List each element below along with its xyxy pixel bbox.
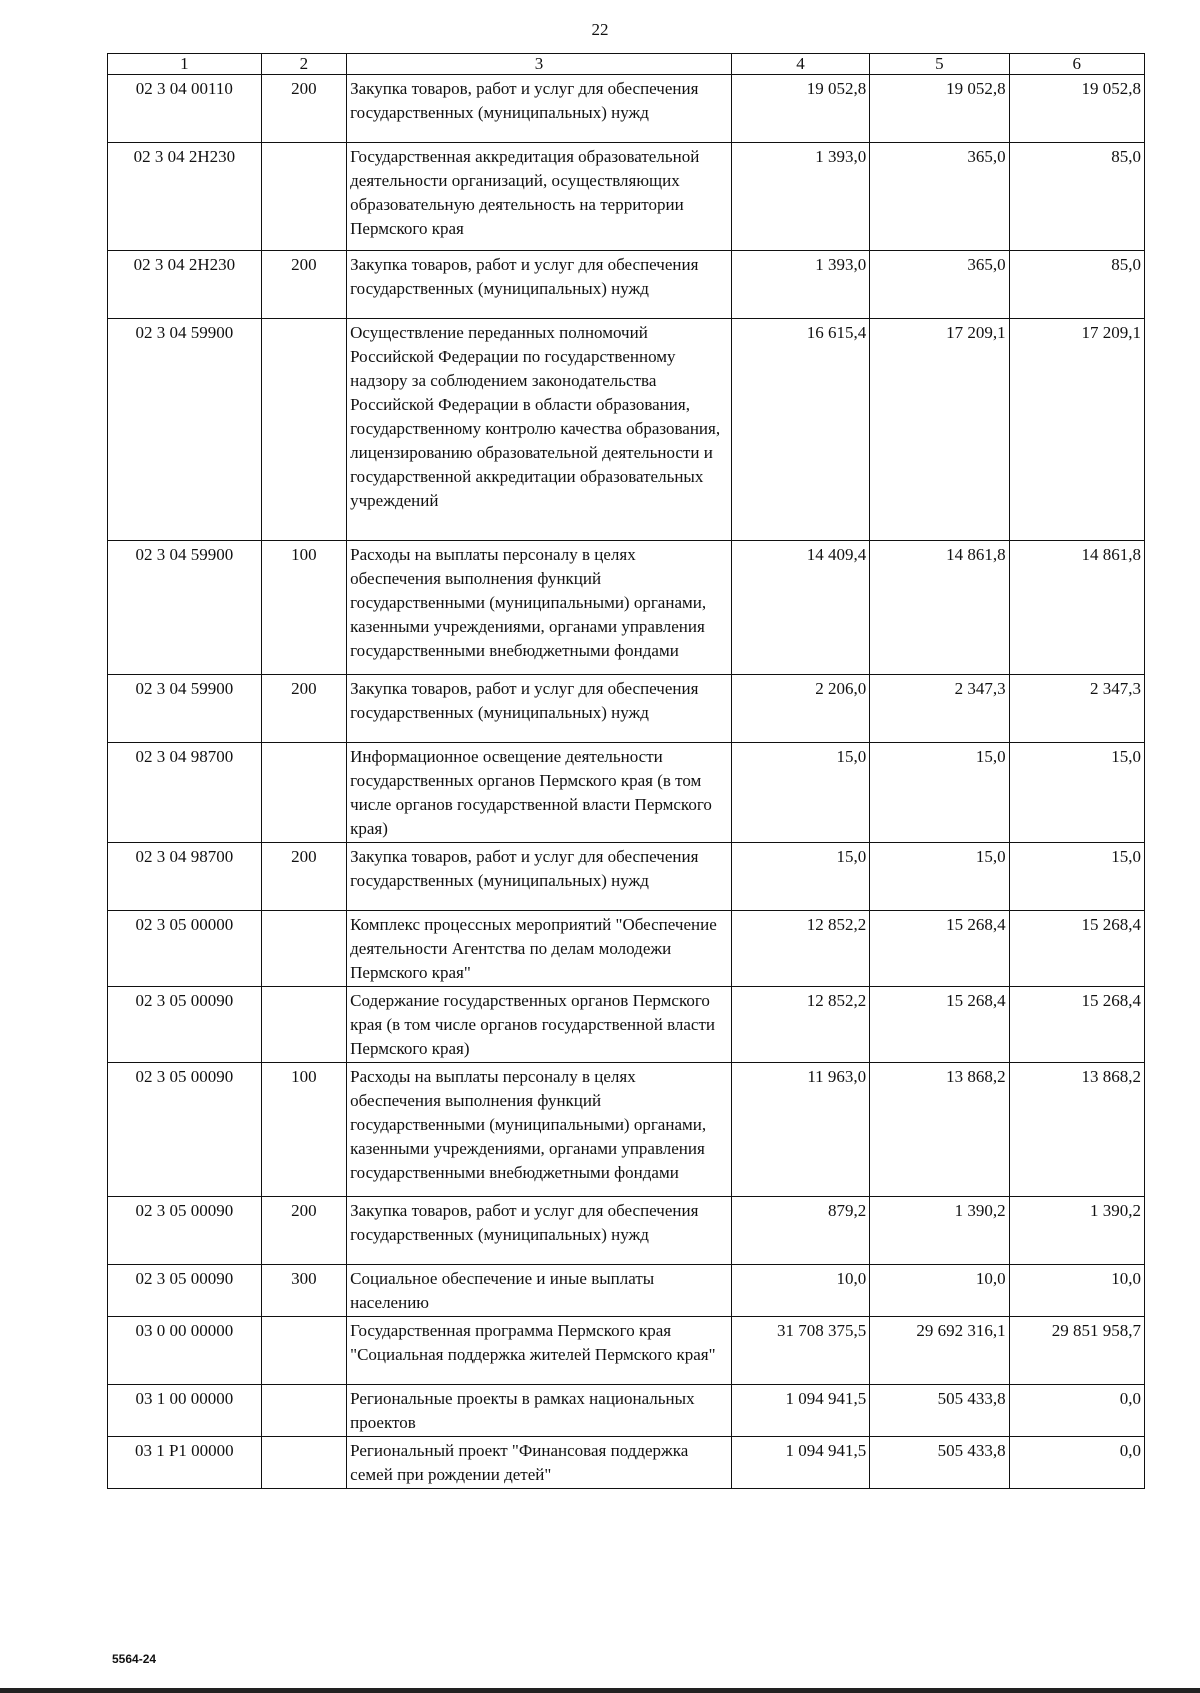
row-value-col6: 13 868,2 [1009, 1063, 1144, 1197]
row-value-col4: 2 206,0 [731, 675, 869, 743]
row-code: 03 1 Р1 00000 [108, 1437, 262, 1489]
row-name: Государственная программа Пермского края "Социальная поддержка жителей Пермского края" [347, 1317, 732, 1385]
row-type: 200 [261, 75, 346, 143]
row-name: Осуществление переданных полномочий Российской Федерации по государственному надзору за соблюдением законодательства Российской Федерации в области образования, государственному контролю качества образования, лицензированию образовательной деятельности и государственной аккредитации образовательных учреждений [347, 319, 732, 541]
row-type [261, 743, 346, 843]
row-value-col4: 11 963,0 [731, 1063, 869, 1197]
row-code: 02 3 04 59900 [108, 675, 262, 743]
row-value-col6: 19 052,8 [1009, 75, 1144, 143]
row-value-col5: 505 433,8 [870, 1385, 1009, 1437]
page-number: 22 [591, 20, 609, 39]
row-value-col4: 879,2 [731, 1197, 869, 1265]
row-value-col5: 365,0 [870, 143, 1009, 251]
row-value-col5: 14 861,8 [870, 541, 1009, 675]
row-type [261, 911, 346, 987]
table-row [108, 1437, 1145, 1489]
row-value-col5: 1 390,2 [870, 1197, 1009, 1265]
row-type [261, 1317, 346, 1385]
row-value-col5: 15,0 [870, 843, 1009, 911]
table-body [108, 75, 1145, 1489]
column-header: 5 [870, 54, 1009, 75]
column-header: 2 [261, 54, 346, 75]
row-value-col4: 1 393,0 [731, 143, 869, 251]
row-name: Содержание государственных органов Пермского края (в том числе органов государственной власти Пермского края) [347, 987, 732, 1063]
row-value-col5: 19 052,8 [870, 75, 1009, 143]
row-value-col6: 17 209,1 [1009, 319, 1144, 541]
row-value-col6: 85,0 [1009, 251, 1144, 319]
row-value-col6: 14 861,8 [1009, 541, 1144, 675]
footer-code: 5564-24 [112, 1652, 157, 1666]
row-name: Закупка товаров, работ и услуг для обеспечения государственных (муниципальных) нужд [347, 75, 732, 143]
row-value-col5: 15 268,4 [870, 911, 1009, 987]
table-row [108, 987, 1145, 1063]
row-type: 200 [261, 843, 346, 911]
row-code: 02 3 05 00000 [108, 911, 262, 987]
table-row [108, 1385, 1145, 1437]
column-header: 3 [347, 54, 732, 75]
header-row [108, 54, 1145, 75]
row-value-col4: 15,0 [731, 743, 869, 843]
row-value-col5: 13 868,2 [870, 1063, 1009, 1197]
row-name: Закупка товаров, работ и услуг для обеспечения государственных (муниципальных) нужд [347, 1197, 732, 1265]
row-value-col4: 19 052,8 [731, 75, 869, 143]
row-value-col5: 10,0 [870, 1265, 1009, 1317]
row-type [261, 319, 346, 541]
row-value-col5: 15,0 [870, 743, 1009, 843]
row-type: 100 [261, 541, 346, 675]
row-code: 02 3 05 00090 [108, 1265, 262, 1317]
row-name: Расходы на выплаты персоналу в целях обеспечения выполнения функций государственными (муниципальными) органами, казенными учреждениями, органами управления государственными внебюджетными фондами [347, 541, 732, 675]
row-code: 02 3 05 00090 [108, 1197, 262, 1265]
row-value-col6: 1 390,2 [1009, 1197, 1144, 1265]
row-value-col6: 15 268,4 [1009, 987, 1144, 1063]
row-value-col4: 14 409,4 [731, 541, 869, 675]
row-value-col6: 29 851 958,7 [1009, 1317, 1144, 1385]
row-value-col6: 0,0 [1009, 1437, 1144, 1489]
table-row [108, 541, 1145, 675]
row-code: 02 3 04 59900 [108, 541, 262, 675]
row-value-col5: 505 433,8 [870, 1437, 1009, 1489]
row-type: 100 [261, 1063, 346, 1197]
row-name: Региональный проект "Финансовая поддержка семей при рождении детей" [347, 1437, 732, 1489]
row-value-col4: 15,0 [731, 843, 869, 911]
row-value-col4: 16 615,4 [731, 319, 869, 541]
row-value-col4: 12 852,2 [731, 987, 869, 1063]
row-value-col4: 1 393,0 [731, 251, 869, 319]
row-value-col4: 12 852,2 [731, 911, 869, 987]
row-value-col4: 1 094 941,5 [731, 1385, 869, 1437]
row-value-col4: 10,0 [731, 1265, 869, 1317]
scan-edge [0, 1688, 1200, 1693]
row-type [261, 987, 346, 1063]
table-row [108, 843, 1145, 911]
column-header: 4 [731, 54, 869, 75]
row-type: 200 [261, 251, 346, 319]
row-value-col6: 10,0 [1009, 1265, 1144, 1317]
row-code: 02 3 04 2Н230 [108, 251, 262, 319]
row-code: 02 3 05 00090 [108, 1063, 262, 1197]
row-code: 02 3 04 98700 [108, 843, 262, 911]
row-value-col6: 2 347,3 [1009, 675, 1144, 743]
row-type: 200 [261, 675, 346, 743]
column-header: 6 [1009, 54, 1144, 75]
row-value-col5: 17 209,1 [870, 319, 1009, 541]
table-row [108, 1063, 1145, 1197]
row-type: 300 [261, 1265, 346, 1317]
row-value-col5: 29 692 316,1 [870, 1317, 1009, 1385]
row-type [261, 1385, 346, 1437]
row-value-col4: 31 708 375,5 [731, 1317, 869, 1385]
row-name: Комплекс процессных мероприятий "Обеспечение деятельности Агентства по делам молодежи Пермского края" [347, 911, 732, 987]
table-row [108, 675, 1145, 743]
budget-table [107, 53, 1145, 1489]
row-type: 200 [261, 1197, 346, 1265]
row-name: Закупка товаров, работ и услуг для обеспечения государственных (муниципальных) нужд [347, 675, 732, 743]
row-name: Региональные проекты в рамках национальных проектов [347, 1385, 732, 1437]
row-code: 02 3 04 00110 [108, 75, 262, 143]
table-row [108, 319, 1145, 541]
column-header: 1 [108, 54, 262, 75]
row-code: 03 0 00 00000 [108, 1317, 262, 1385]
row-value-col5: 365,0 [870, 251, 1009, 319]
row-name: Закупка товаров, работ и услуг для обеспечения государственных (муниципальных) нужд [347, 843, 732, 911]
row-name: Расходы на выплаты персоналу в целях обеспечения выполнения функций государственными (муниципальными) органами, казенными учреждениями, органами управления государственными внебюджетными фондами [347, 1063, 732, 1197]
table-row [108, 75, 1145, 143]
row-value-col6: 15,0 [1009, 743, 1144, 843]
row-name: Закупка товаров, работ и услуг для обеспечения государственных (муниципальных) нужд [347, 251, 732, 319]
table-row [108, 911, 1145, 987]
row-code: 02 3 04 59900 [108, 319, 262, 541]
row-type [261, 143, 346, 251]
row-value-col6: 0,0 [1009, 1385, 1144, 1437]
table-row [108, 1317, 1145, 1385]
table-row [108, 251, 1145, 319]
row-value-col6: 85,0 [1009, 143, 1144, 251]
row-code: 02 3 04 98700 [108, 743, 262, 843]
row-value-col6: 15,0 [1009, 843, 1144, 911]
row-name: Государственная аккредитация образовательной деятельности организаций, осуществляющих образовательную деятельность на территории Пермского края [347, 143, 732, 251]
row-code: 03 1 00 00000 [108, 1385, 262, 1437]
table-row [108, 1265, 1145, 1317]
row-name: Информационное освещение деятельности государственных органов Пермского края (в том числе органов государственной власти Пермского края) [347, 743, 732, 843]
row-value-col4: 1 094 941,5 [731, 1437, 869, 1489]
row-name: Социальное обеспечение и иные выплаты населению [347, 1265, 732, 1317]
row-value-col5: 15 268,4 [870, 987, 1009, 1063]
row-code: 02 3 05 00090 [108, 987, 262, 1063]
row-type [261, 1437, 346, 1489]
table-row [108, 1197, 1145, 1265]
row-code: 02 3 04 2Н230 [108, 143, 262, 251]
table-row [108, 143, 1145, 251]
table-row [108, 743, 1145, 843]
row-value-col6: 15 268,4 [1009, 911, 1144, 987]
row-value-col5: 2 347,3 [870, 675, 1009, 743]
